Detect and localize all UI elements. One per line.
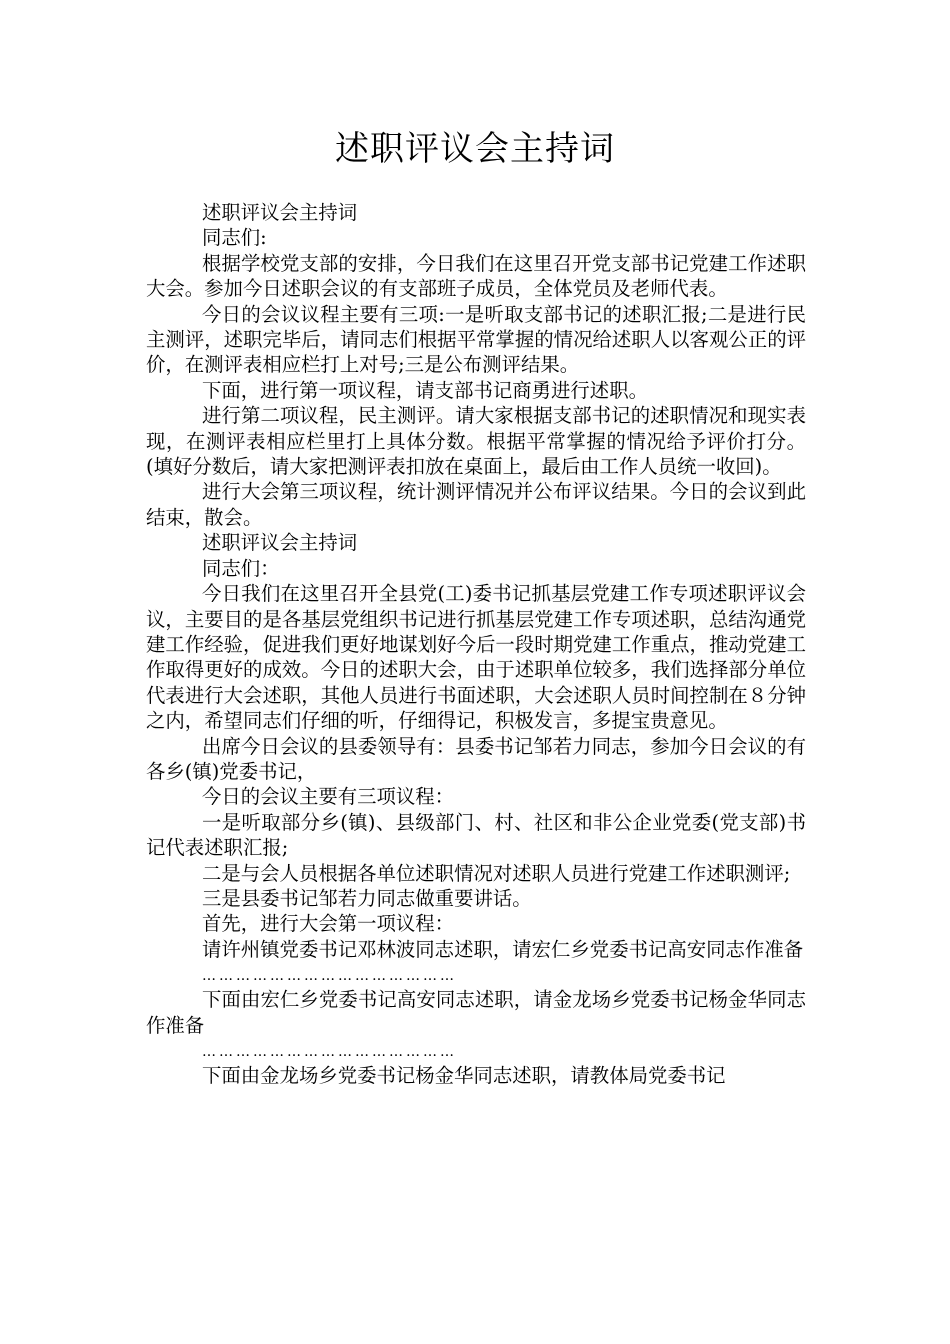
paragraph: 同志们： bbox=[202, 556, 280, 580]
paragraph: 请许州镇党委书记邓林波同志述职，请宏仁乡党委书记高安同志作准备 bbox=[202, 937, 804, 961]
paragraph: 今日的会议议程主要有三项:一是听取支部书记的述职汇报;二是进行民主测评，述职完毕后，请同志们根据平常掌握的情况给述职人以客观公正的评价，在测评表相应栏打上对号;三是公布测评结果。 bbox=[146, 302, 806, 377]
paragraph: 下面由宏仁乡党委书记高安同志述职，请金龙场乡党委书记杨金华同志作准备 bbox=[146, 988, 806, 1037]
ellipsis-separator: ……………………………………… bbox=[202, 968, 457, 985]
paragraph: 述职评议会主持词 bbox=[202, 201, 358, 224]
paragraph: 下面由金龙场乡党委书记杨金华同志述职，请教体局党委书记 bbox=[202, 1064, 726, 1087]
paragraph: 根据学校党支部的安排，今日我们在这里召开党支部书记党建工作述职大会。参加今日述职会议的有支部班子成员，全体党员及老师代表。 bbox=[146, 251, 806, 301]
document-body bbox=[146, 200, 806, 1088]
paragraph: 首先，进行大会第一项议程： bbox=[202, 912, 455, 936]
document-title: 述职评议会主持词 bbox=[335, 129, 615, 169]
paragraph: 今日我们在这里召开全县党(工)委书记抓基层党建工作专项述职评议会议，主要目的是各基层党组织书记进行抓基层党建工作专项述职，总结沟通党建工作经验，促进我们更好地谋划好今后一段时期党建工作重点，推动党建工作取得更好的成效。今日的述职大会，由于述职单位较多，我们选择部分单位代表进行大会述职，其他人员进行书面述职，大会述职人员时间控制在８分钟之内，希望同志们仔细的听，仔细得记，积极发言，多提宝贵意见。 bbox=[146, 582, 806, 733]
ellipsis-separator: ……………………………………… bbox=[202, 1044, 457, 1060]
paragraph: 二是与会人员根据各单位述职情况对述职人员进行党建工作述职测评; bbox=[202, 861, 791, 885]
paragraph: 三是县委书记邹若力同志做重要讲话。 bbox=[202, 886, 532, 910]
paragraph: 一是听取部分乡(镇)、县级部门、村、社区和非公企业党委(党支部)书记代表述职汇报; bbox=[146, 810, 806, 860]
paragraph: 出席今日会议的县委领导有：县委书记邹若力同志，参加今日会议的有各乡(镇)党委书记， bbox=[146, 734, 806, 783]
paragraph: 进行第二项议程，民主测评。请大家根据支部书记的述职情况和现实表现，在测评表相应栏里打上具体分数。根据平常掌握的情况给予评价打分。(填好分数后，请大家把测评表扣放在桌面上，最后由工作人员统一收回)。 bbox=[146, 404, 806, 479]
paragraph: 今日的会议主要有三项议程： bbox=[202, 785, 455, 809]
paragraph: 述职评议会主持词 bbox=[202, 531, 358, 555]
paragraph: 进行大会第三项议程，统计测评情况并公布评议结果。今日的会议到此结束，散会。 bbox=[146, 480, 806, 529]
paragraph: 下面，进行第一项议程，请支部书记商勇进行述职。 bbox=[202, 378, 648, 402]
paragraph: 同志们: bbox=[202, 226, 267, 250]
